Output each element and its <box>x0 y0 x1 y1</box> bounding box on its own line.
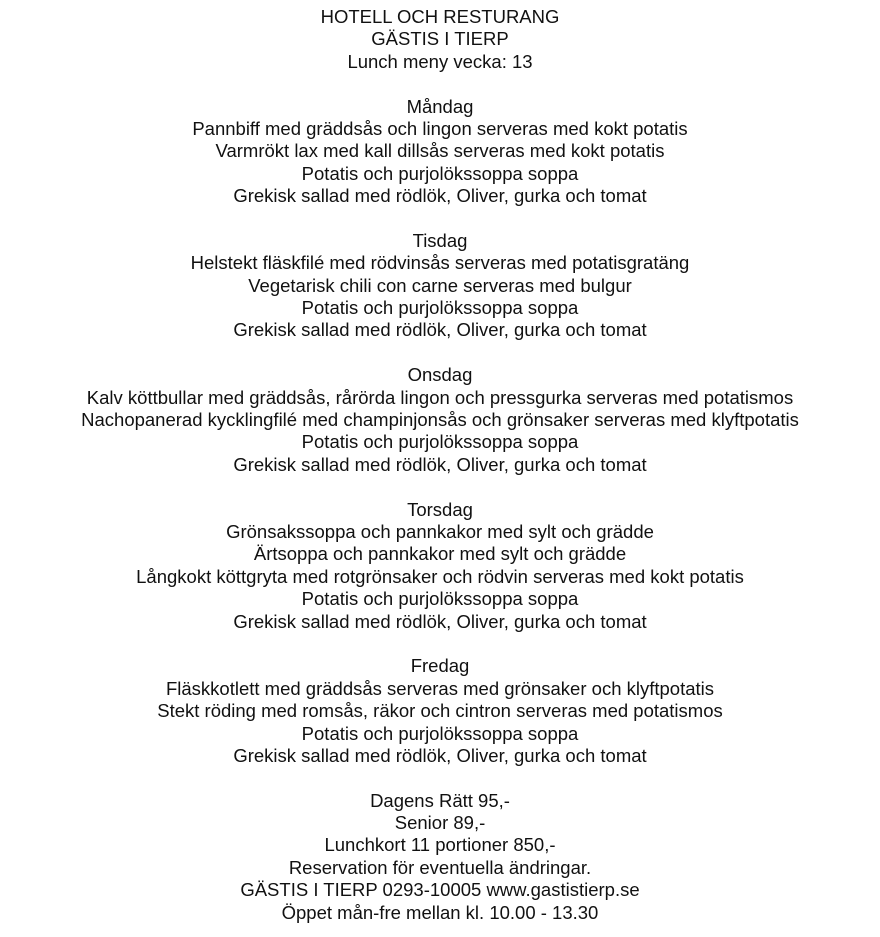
day-section-thursday <box>0 499 880 633</box>
opening-hours: Öppet mån-fre mellan kl. 10.00 - 13.30 <box>281 901 599 923</box>
dish-item: Potatis och purjolökssoppa soppa <box>301 722 579 744</box>
price-lunchkort: Lunchkort 11 portioner 850,- <box>324 834 556 856</box>
spacer <box>0 342 880 364</box>
dish-item: Grönsakssoppa och pannkakor med sylt och grädde <box>226 520 654 542</box>
price-senior: Senior 89,- <box>394 812 486 834</box>
dish-item: Helstekt fläskfilé med rödvinsås serveras med potatisgratäng <box>190 252 690 274</box>
day-name: Måndag <box>406 95 474 117</box>
day-name: Fredag <box>410 655 470 677</box>
day-section-wednesday <box>0 364 880 476</box>
dish-item: Grekisk sallad med rödlök, Oliver, gurka och tomat <box>233 319 647 341</box>
price-dagens-ratt: Dagens Rätt 95,- <box>370 789 510 811</box>
dish-item: Grekisk sallad med rödlök, Oliver, gurka och tomat <box>233 453 647 475</box>
week-heading: Lunch meny vecka: 13 <box>347 50 533 72</box>
dish-item: Pannbiff med gräddsås och lingon serveras med kokt potatis <box>192 117 688 139</box>
spacer <box>0 767 880 789</box>
dish-item: Potatis och purjolökssoppa soppa <box>301 297 579 319</box>
reservation-note: Reservation för eventuella ändringar. <box>288 856 592 878</box>
lunch-menu <box>0 6 880 924</box>
dish-item: Stekt röding med romsås, räkor och cintron serveras med potatismos <box>157 700 723 722</box>
contact-info: GÄSTIS I TIERP 0293-10005 www.gastistierp.se <box>240 879 640 901</box>
spacer <box>0 476 880 498</box>
day-section-friday <box>0 655 880 767</box>
dish-item: Ärtsoppa och pannkakor med sylt och grädde <box>253 543 627 565</box>
day-name: Tisdag <box>412 229 468 251</box>
dish-item: Grekisk sallad med rödlök, Oliver, gurka och tomat <box>233 610 647 632</box>
dish-item: Nachopanerad kycklingfilé med champinjonsås och grönsaker serveras med klyftpotatis <box>81 409 799 431</box>
footer-info <box>0 790 880 924</box>
day-name: Onsdag <box>407 364 473 386</box>
dish-item: Varmrökt lax med kall dillsås serveras med kokt potatis <box>215 140 665 162</box>
day-section-monday <box>0 96 880 208</box>
spacer <box>0 633 880 655</box>
restaurant-type-heading: HOTELL OCH RESTURANG <box>320 6 560 27</box>
dish-item: Kalv köttbullar med gräddsås, rårörda lingon och pressgurka serveras med potatismos <box>86 386 794 408</box>
dish-item: Vegetarisk chili con carne serveras med bulgur <box>248 274 632 296</box>
spacer <box>0 208 880 230</box>
dish-item: Potatis och purjolökssoppa soppa <box>301 431 579 453</box>
dish-item: Fläskkotlett med gräddsås serveras med grönsaker och klyftpotatis <box>165 677 715 699</box>
dish-item: Grekisk sallad med rödlök, Oliver, gurka och tomat <box>233 744 647 766</box>
dish-item: Grekisk sallad med rödlök, Oliver, gurka och tomat <box>233 185 647 207</box>
day-name: Torsdag <box>407 498 473 520</box>
dish-item: Långkokt köttgryta med rotgrönsaker och rödvin serveras med kokt potatis <box>136 565 744 587</box>
day-section-tuesday <box>0 230 880 342</box>
spacer <box>0 73 880 95</box>
dish-item: Potatis och purjolökssoppa soppa <box>301 162 579 184</box>
dish-item: Potatis och purjolökssoppa soppa <box>301 588 579 610</box>
restaurant-name-heading: GÄSTIS I TIERP <box>371 28 509 50</box>
